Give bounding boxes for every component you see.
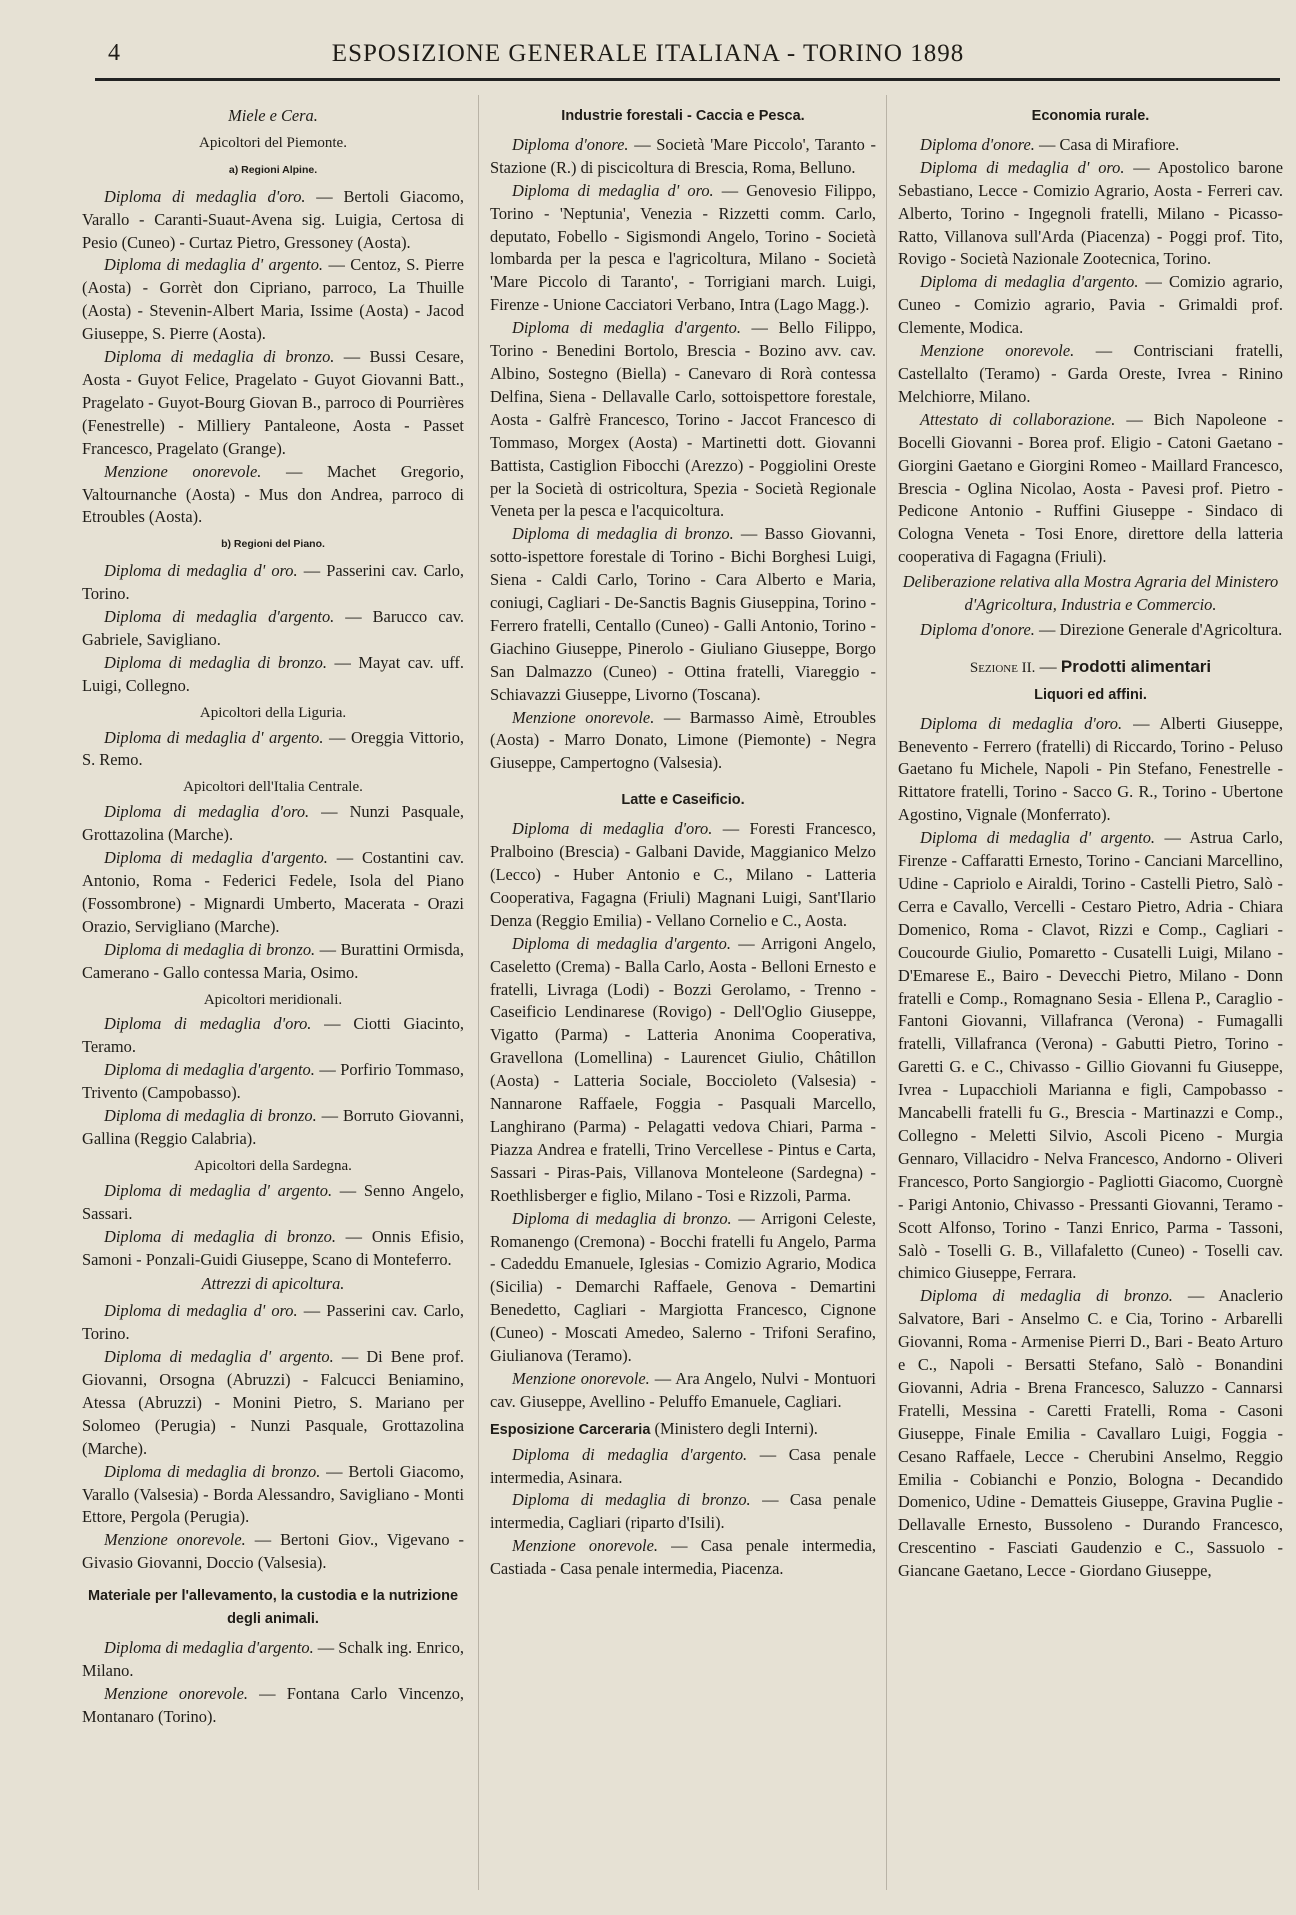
- award-recipients: — Casa penale intermedia, Cagliari (riparto d'Isili).: [490, 1490, 876, 1533]
- award-type: Diploma di medaglia d'oro.: [920, 713, 1123, 733]
- award-entry: [898, 713, 1283, 828]
- award-type: Menzione onorevole.: [920, 341, 1075, 361]
- award-entry: [490, 1444, 876, 1490]
- award-entry: [82, 1637, 464, 1683]
- category-heading: Industrie forestali - Caccia e Pesca.: [561, 108, 805, 124]
- award-type: Menzione onorevole.: [512, 1368, 650, 1388]
- section-label: Sezione II.: [969, 659, 1036, 676]
- section-heading: [898, 656, 1283, 680]
- award-type: Diploma di medaglia d'argento.: [920, 272, 1139, 292]
- category-heading: Latte e Caseificio.: [621, 792, 745, 809]
- page-number: 4: [108, 40, 120, 66]
- award-entry: [82, 1683, 464, 1729]
- award-entry: [82, 186, 464, 255]
- award-type: Menzione onorevole.: [104, 461, 262, 481]
- award-entry: [490, 707, 876, 776]
- award-recipients: — Bello Filippo, Torino - Benedini Bortolo, Brescia - Bozino avv. cav. Albino, Sostegno (Biella) - Canevaro di Rorà contessa Delfina, Siena - Dellavalle Carlo, sottoispettore forestale, Aosta - Galfrè Francesco, Torino - Jaccot Francesco di Tommaso, Morgex (Aosta) - Martinetti dott. Giovanni Battista, Castiglion Fibocchi (Arezzo) - Poggiolini Oreste per la Società di ostricoltura, Spezia - Società Regionale Veneta per la pesca e l'acquicoltura.: [490, 318, 876, 521]
- award-recipients: — Mayat cav. uff. Luigi, Collegno.: [82, 652, 464, 695]
- award-recipients: — Bich Napoleone - Bocelli Giovanni - Borea prof. Eligio - Catoni Gaetano - Giorgini Gaetano e Giorgini Romeo - Maillard Francesco, Brescia - Oglina Nicolao, Aosta - Pavesi prof. Pietro - Pedicone Antonio - Ruffini Giuseppe - Sindaco di Cologna Veneta - Tosi Enore, direttore della latteria cooperativa di Fagagna (Friuli).: [898, 409, 1283, 567]
- category-heading: Liquori ed affini.: [1034, 686, 1147, 703]
- award-type: Diploma di medaglia di bronzo.: [104, 652, 327, 672]
- award-recipients: — Bussi Cesare, Aosta - Guyot Felice, Pragelato - Guyot Giovanni Batt., Pragelato - Guyot-Bourg Giovan B., parroco di Pourrières (Fenestrelle) - Milliery Pantaleone, Aosta - Passet Francesco, Pragelato (Grange).: [82, 347, 464, 458]
- award-recipients: — Società 'Mare Piccolo', Taranto - Stazione (R.) di piscicoltura di Brescia, Roma, Belluno.: [490, 134, 877, 177]
- deliberation-title: Deliberazione relativa alla Mostra Agraria del Ministero d'Agricoltura, Industria e Commercio.: [902, 572, 1279, 615]
- award-type: Diploma di medaglia d'oro.: [104, 1014, 312, 1034]
- award-recipients: — Basso Giovanni, sotto-ispettore forestale di Torino - Bichi Borghesi Luigi, Siena - Caldi Carlo, Torino - Cara Alberto e Maria, coniugi, Cagliari - De-Sanctis Bagnis Giuseppina, Torino - Ferrero fratelli, Centallo (Cuneo) - Galli Antonio, Torino - Giachino Giuseppe, Pinerolo - Giuliano Giuseppe, Borgo San Dalmazzo (Cuneo) - Ottina fratelli, Viareggio - Schiavazzi Giuseppe, Livorno (Toscana).: [490, 524, 876, 704]
- award-type: Diploma di medaglia di bronzo.: [512, 1490, 751, 1510]
- award-entry: [82, 652, 464, 698]
- award-type: Diploma di medaglia d' argento.: [104, 727, 324, 747]
- award-type: Diploma di medaglia d'oro.: [104, 802, 310, 822]
- award-recipients: — Foresti Francesco, Pralboino (Brescia) - Galbani Davide, Maggianico Melzo (Lecco) - Huber Antonio e C., Milano - Latteria Cooperativa, Fagagna (Friuli) Magnani Luigi, Sant'Ilario Denza (Reggio Emilia) - Vellano Cornelio e C., Aosta.: [490, 819, 876, 930]
- award-entry: [82, 727, 464, 773]
- award-recipients: — Costantini cav. Antonio, Roma - Federici Fedele, Isola del Piano (Fossombrone) - Mignardi Umberto, Macerata - Orazi Orazio, Servigliano (Marche).: [82, 848, 464, 936]
- award-recipients: — Bertoli Giacomo, Varallo - Caranti-Suaut-Avena sig. Luigia, Certosa di Pesio (Cuneo) - Curtaz Pietro, Gressoney (Aosta).: [82, 186, 465, 252]
- award-type: Diploma di medaglia di bronzo.: [104, 1461, 321, 1481]
- award-entry: [82, 560, 464, 606]
- award-entry: [82, 939, 464, 985]
- award-recipients: — Ara Angelo, Nulvi - Montuori cav. Giuseppe, Avellino - Peluffo Emanuele, Cagliari.: [490, 1368, 876, 1411]
- subsection-title: Apicoltori meridionali.: [203, 991, 343, 1008]
- award-type: Diploma di medaglia d' oro.: [104, 561, 298, 581]
- award-entry: [490, 134, 876, 180]
- award-recipients: — Direzione Generale d'Agricoltura.: [1034, 619, 1283, 639]
- section-name: Prodotti alimentari: [1060, 656, 1212, 676]
- category-heading-rest: (Ministero degli Interni).: [650, 1418, 818, 1438]
- award-type: Diploma di medaglia d' argento.: [104, 1347, 334, 1367]
- section-dash: —: [1035, 656, 1061, 676]
- award-recipients: — Comizio agrario, Cuneo - Comizio agrario, Pavia - Grimaldi prof. Clemente, Modica.: [898, 272, 1283, 338]
- award-entry: [490, 317, 876, 523]
- award-type: Menzione onorevole.: [104, 1530, 246, 1550]
- award-entry: [490, 1535, 876, 1581]
- category-heading-bold: Esposizione Carceraria: [490, 1421, 651, 1438]
- award-recipients: — Contrisciani fratelli, Castellalto (Teramo) - Garda Oreste, Ivrea - Rinino Melchiorre, Milano.: [898, 341, 1283, 406]
- running-title: ESPOSIZIONE GENERALE ITALIANA - TORINO 1898: [331, 40, 965, 67]
- award-entry: [82, 801, 464, 847]
- award-type: Diploma di medaglia d' argento.: [104, 255, 324, 275]
- award-type: Diploma di medaglia d'argento.: [512, 933, 731, 953]
- award-entry: [490, 523, 876, 706]
- category-heading: [490, 1418, 876, 1442]
- award-entry: [82, 1300, 464, 1346]
- award-recipients: — Barmasso Aimè, Etroubles (Aosta) - Marro Donato, Limone (Piemonte) - Negra Giuseppe, Campertogno (Valsesia).: [490, 707, 876, 773]
- award-type: Menzione onorevole.: [512, 707, 655, 727]
- award-entry: [898, 409, 1283, 569]
- award-type: Menzione onorevole.: [104, 1683, 248, 1703]
- award-recipients: — Fontana Carlo Vincenzo, Montanaro (Torino).: [82, 1683, 464, 1726]
- region-title: b) Regioni del Piano.: [221, 538, 325, 551]
- award-recipients: — Arrigoni Celeste, Romanengo (Cremona) - Bocchi fratelli fu Angelo, Parma - Cadeddu Emanuele, Iglesias - Comizio Agrario, Modica (Sicilia) - Demarchi Raffaele, Genova - Demartini Benedetto, Cagliari - Margiotta Francesco, Cignone (Cuneo) - Moscati Amedeo, Salerno - Trifoni Serafino, Giulianova (Teramo).: [490, 1208, 876, 1366]
- column-2: [490, 103, 876, 1581]
- award-recipients: — Centoz, S. Pierre (Aosta) - Gorrèt don Cipriano, parroco, La Thuille (Aosta) - Stevenin-Albert Maria, Issime (Aosta) - Jacod Giuseppe, S. Pierre (Aosta).: [82, 255, 464, 344]
- award-type: Diploma di medaglia d' argento.: [920, 828, 1156, 848]
- award-type: Diploma di medaglia di bronzo.: [104, 939, 316, 959]
- award-type: Diploma di medaglia d'oro.: [512, 819, 713, 839]
- award-recipients: — Casa penale intermedia, Castiada - Casa penale intermedia, Piacenza.: [490, 1536, 876, 1579]
- award-recipients: — Casa penale intermedia, Asinara.: [490, 1444, 876, 1487]
- award-type: Diploma di medaglia d'argento.: [512, 318, 741, 338]
- award-entry: [490, 1489, 876, 1535]
- subsection-title: Apicoltori della Liguria.: [199, 704, 347, 721]
- award-type: Diploma di medaglia di bronzo.: [512, 1208, 732, 1228]
- award-type: Diploma di medaglia di bronzo.: [104, 1106, 317, 1126]
- column-divider: [478, 95, 479, 1890]
- section-title: Attrezzi di apicoltura.: [201, 1274, 345, 1294]
- region-title: a) Regioni Alpine.: [228, 163, 318, 176]
- award-entry: [490, 818, 876, 933]
- award-entry: [490, 1208, 876, 1368]
- award-recipients: — Arrigoni Angelo, Caseletto (Crema) - Balla Carlo, Aosta - Belloni Ernesto e fratelli, Livraga (Lodi) - Bozzi Gerolamo, - Trenno - Caseificio Lendinarese (Rovigo) - Dell'Oglio Giuseppe, Vigatto (Parma) - Latteria Anonima Cooperativa, Gravellona (Lomellina) - Laurencet Giulio, Châtillon (Aosta) - Latteria Sociale, Boccioleto (Valsesia) - Nannarone Raffaele, Foggia - Pasquali Marcello, Langhirano (Parma) - Pelagatti vedova Chiari, Parma - Piazza Andrea e fratelli, Trino Vercellese - Pintus e Carta, Sassari - Piras-Pais, Villanova Monteleone (Sardegna) - Roethlisberger e figlio, Milano - Tosi e Rizzoli, Parma.: [490, 933, 877, 1205]
- award-entry: [898, 1285, 1283, 1583]
- award-recipients: — Borruto Giovanni, Gallina (Reggio Calabria).: [82, 1106, 464, 1148]
- column-divider: [886, 95, 887, 1890]
- award-recipients: — Di Bene prof. Giovanni, Orsogna (Abruzzi) - Falcucci Beniamino, Atessa (Abruzzi) - Monini Pietro, S. Mariano per Solomeo (Perugia) - Nunzi Pasquale, Grottazolina (Marche).: [82, 1347, 464, 1458]
- award-type: Diploma di medaglia d'argento.: [104, 1638, 314, 1657]
- award-type: Diploma di medaglia d' oro.: [920, 157, 1125, 177]
- award-entry: [898, 619, 1283, 642]
- award-type: Diploma di medaglia di bronzo.: [104, 1226, 336, 1246]
- award-recipients: — Passerini cav. Carlo, Torino.: [82, 1301, 464, 1344]
- award-recipients: — Alberti Giuseppe, Benevento - Ferrero (fratelli) di Riccardo, Torino - Peluso Gaetano fu Michele, Napoli - Pin Stefano, Fenestrelle - Rittatore fratelli, Torino - Sacco G. R., Torino - Ubertone Agostino, Vignale (Monferrato).: [898, 713, 1283, 825]
- award-recipients: — Ciotti Giacinto, Teramo.: [82, 1014, 464, 1057]
- award-entry: [898, 827, 1283, 1285]
- award-entry: [82, 461, 464, 530]
- award-entry: [82, 1529, 464, 1575]
- award-recipients: — Apostolico barone Sebastiano, Lecce - Comizio Agrario, Aosta - Ferreri cav. Alberto, Torino - Ingegnoli fratelli, Milano - Picasso-Ratto, Villanova sull'Arda (Piacenza) - Poggi prof. Tito, Rovigo - Società Nazionale Zootecnica, Torino.: [898, 157, 1283, 269]
- award-recipients: — Bertoli Giacomo, Varallo (Valsesia) - Borda Alessandro, Savigliano - Monti Ettore, Pergola (Perugia).: [82, 1461, 464, 1527]
- header-rule: [95, 78, 1280, 81]
- award-entry: [490, 933, 876, 1208]
- award-type: Diploma di medaglia d'argento.: [512, 1444, 748, 1464]
- subsection-title: Apicoltori del Piemonte.: [199, 134, 347, 151]
- award-entry: [490, 180, 876, 317]
- column-3: [898, 103, 1283, 1583]
- column-1: [82, 103, 464, 1729]
- award-type: Diploma di medaglia d'oro.: [104, 186, 306, 206]
- award-type: Attestato di collaborazione.: [920, 409, 1116, 429]
- award-type: Diploma di medaglia di bronzo.: [104, 347, 335, 367]
- award-entry: [898, 134, 1283, 157]
- award-recipients: — Anaclerio Salvatore, Bari - Anselmo C. e Cia, Torino - Arbarelli Giovanni, Roma - Armenise Pierri D., Bari - Beato Arturo e C., Napoli - Bersatti Stefano, Salò - Bonandini Giovanni, Adria - Brena Francesco, Saluzzo - Cannarsi Fratelli, Messina - Caretti Fratelli, Roma - Casoni Giuseppe, Finale Emilia - Cavallaro Luigi, Foggia - Cesano Raffaele, Lecce - Cherubini Anselmo, Reggio Emilia - Cobianchi e Ponzio, Bologna - Decandido Domenico, Udine - Dematteis Giuseppe, Gravina Puglie - Dellavalle Ernesto, Bussoleno - Durando Francesco, Crescentino - Fasciati Gaudenzio e C., Sassuolo - Giancane Gaetano, Lecce - Giordano Giuseppe,: [898, 1286, 1283, 1581]
- award-type: Diploma di medaglia d' oro.: [512, 180, 714, 200]
- award-type: Diploma di medaglia d' oro.: [104, 1301, 298, 1321]
- award-type: Diploma di medaglia d' argento.: [104, 1180, 333, 1200]
- award-entry: [82, 1346, 464, 1461]
- award-entry: [490, 1368, 876, 1414]
- award-entry: [82, 847, 464, 939]
- award-recipients: — Genovesio Filippo, Torino - 'Neptunia', Venezia - Rizzetti comm. Carlo, deputato, Fobello - Sigismondi Angelo, Torino - Società lombarda per la pesca e l'agricoltura, Milano - Società 'Mare Piccolo di Taranto', - Torrigiani march. Luigi, Firenze - Unione Cacciatori Verbano, Intra (Lago Magg.).: [490, 180, 877, 315]
- award-type: Menzione onorevole.: [512, 1536, 658, 1556]
- award-entry: [82, 1013, 464, 1059]
- award-recipients: — Onnis Efisio, Samoni - Ponzali-Guidi Giuseppe, Scano di Monteferro.: [82, 1226, 464, 1269]
- award-type: Diploma d'onore.: [920, 619, 1035, 639]
- subsection-title: Apicoltori dell'Italia Centrale.: [183, 779, 363, 796]
- award-recipients: — Oreggia Vittorio, S. Remo.: [82, 727, 464, 770]
- award-entry: [82, 346, 464, 461]
- page-header: [0, 40, 1296, 80]
- award-recipients: — Casa di Mirafiore.: [1034, 134, 1180, 154]
- award-type: Diploma di medaglia di bronzo.: [920, 1286, 1173, 1306]
- subsection-title: Apicoltori della Sardegna.: [194, 1157, 352, 1174]
- award-recipients: — Machet Gregorio, Valtournanche (Aosta) - Mus don Andrea, parroco di Etroubles (Aosta).: [82, 461, 464, 527]
- award-entry: [82, 254, 464, 346]
- award-entry: [82, 1059, 464, 1105]
- spacer: [490, 775, 876, 787]
- award-recipients: — Astrua Carlo, Firenze - Caffaratti Ernesto, Torino - Canciani Marcellino, Udine - Capriolo e Airaldi, Torino - Castelli Pietro, Salò - Cerra e Cavallo, Vercelli - Cestaro Pietro, Adria - Chiara Domenico, Roma - Clavot, Rizzi e Comp., Cagliari - Coucourde Giulio, Pomaretto - Cusatelli Luigi, Milano - D'Emarese E., Bairo - Devecchi Pietro, Milano - Donn fratelli e Comp., Romagnano Sesia - Ellena P., Caraglio - Fantoni Giovanni, Villafranca (Verona) - Fumagalli fratelli, Villafranca (Verona) - Gabutti Pietro, Torino - Garetti G. e C., Chivasso - Gillio Giovanni fu Giuseppe, Ivrea - Lupacchioli Marianna e figli, Campobasso - Mancabelli fratelli fu G., Brescia - Martinazzi e Comp., Collegno - Meletti Silvio, Ascoli Piceno - Murgia Gennaro, Villacidro - Nelva Francesco, Andorno - Oliveri Francesco, Porto Sangiorgio - Pagliotti Giacomo, Cuorgnè - Parigi Antonio, Chivasso - Pressanti Giovanni, Teramo - Scott Alfonso, Torino - Tanzi Enrico, Parma - Tassoni, Salò - Toselli G. B., Villafaletto (Cuneo) - Toselli cav. chimico Giuseppe, Ferrara.: [898, 828, 1283, 1283]
- award-type: Diploma di medaglia di bronzo.: [512, 524, 734, 544]
- award-entry: [82, 1180, 464, 1226]
- award-type: Diploma di medaglia d'argento.: [104, 607, 335, 627]
- award-recipients: — Schalk ing. Enrico, Milano.: [82, 1638, 464, 1680]
- award-recipients: — Barucco cav. Gabriele, Savigliano.: [82, 607, 464, 649]
- award-entry: [82, 606, 464, 652]
- category-heading: Economia rurale.: [1031, 108, 1150, 124]
- section-title: Miele e Cera.: [228, 106, 318, 125]
- award-type: Diploma di medaglia d'argento.: [104, 848, 328, 868]
- award-entry: [898, 271, 1283, 340]
- award-type: Diploma di medaglia d'argento.: [104, 1060, 315, 1080]
- award-recipients: — Passerini cav. Carlo, Torino.: [82, 561, 464, 604]
- award-entry: [898, 157, 1283, 272]
- award-entry: [898, 340, 1283, 409]
- award-entry: [82, 1226, 464, 1272]
- award-recipients: — Nunzi Pasquale, Grottazolina (Marche).: [82, 802, 464, 845]
- award-recipients: — Senno Angelo, Sassari.: [82, 1180, 464, 1223]
- award-recipients: — Bertoni Giov., Vigevano - Givasio Giovanni, Doccio (Valsesia).: [82, 1530, 464, 1573]
- award-type: Diploma d'onore.: [512, 134, 629, 154]
- category-heading: Materiale per l'allevamento, la custodia e la nutrizione degli animali.: [87, 1588, 459, 1628]
- award-type: Diploma d'onore.: [920, 134, 1035, 154]
- award-entry: [82, 1461, 464, 1530]
- award-entry: [82, 1105, 464, 1151]
- award-recipients: — Burattini Ormisda, Camerano - Gallo contessa Maria, Osimo.: [82, 939, 464, 982]
- award-recipients: — Porfirio Tommaso, Trivento (Campobasso).: [82, 1060, 465, 1103]
